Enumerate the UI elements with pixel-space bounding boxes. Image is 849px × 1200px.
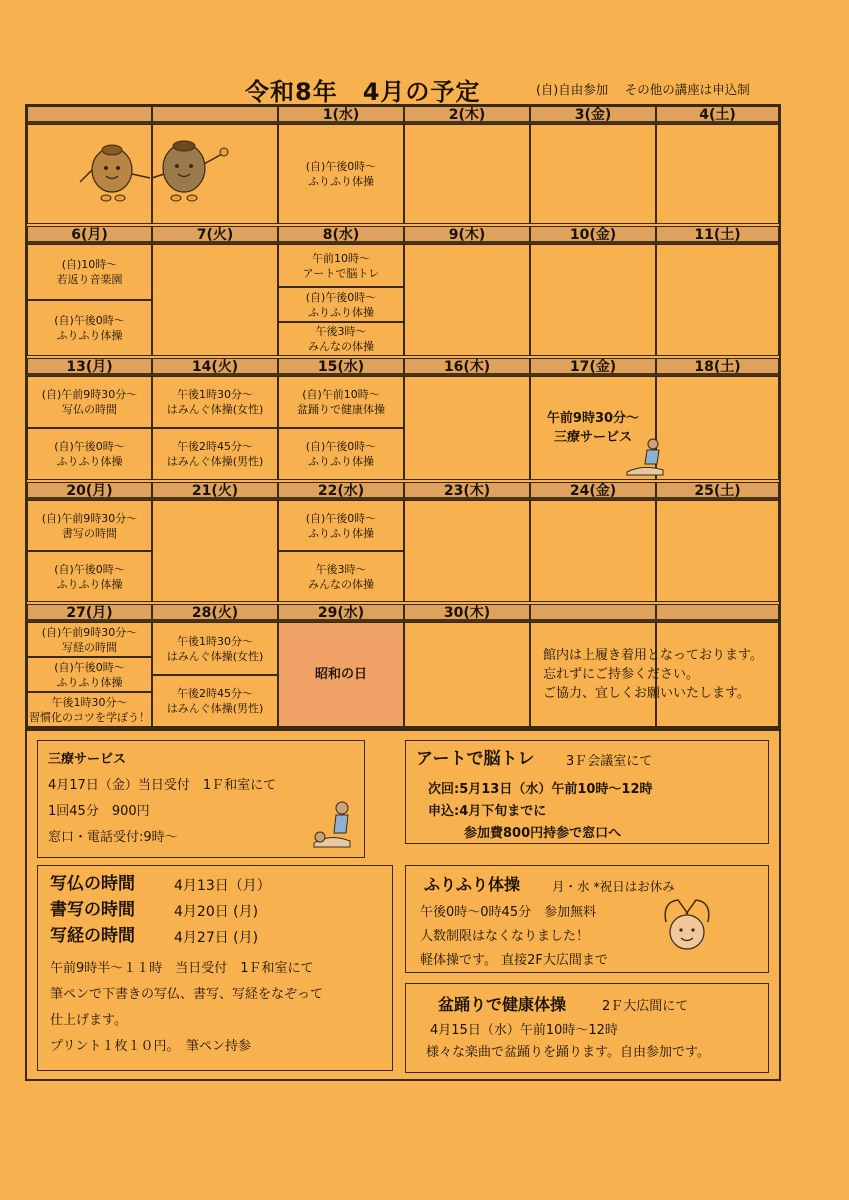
shabutsu-line: 筆ペンで下書きの写仏、書写、写経をなぞって xyxy=(50,987,324,1002)
notice-memo: 館内は上履き着用となっております。 忘れずにご持参ください。 ご協力、宜しくお願いいたします。 xyxy=(530,622,779,727)
empty-cell xyxy=(530,124,656,224)
shabutsu-line: 仕上げます。 xyxy=(50,1013,127,1028)
bon-box xyxy=(405,983,769,1073)
empty-cell xyxy=(656,376,779,480)
empty-cell xyxy=(404,244,530,356)
bon-line: 様々な楽曲で盆踊りを踊ります。自由参加です。 xyxy=(426,1045,710,1060)
art-box xyxy=(405,740,769,844)
day-header: 17(金) xyxy=(530,358,656,376)
day-header: 21(火) xyxy=(152,482,278,500)
shabutsu-date: 4月13日（月） xyxy=(174,878,271,894)
event-cell: (自)午後0時～ ふりふり体操 xyxy=(278,124,404,224)
bon-title: 盆踊りで健康体操 xyxy=(438,995,567,1014)
event-cell: 午前9時30分～ 三療サービス xyxy=(530,376,656,480)
day-header: 10(金) xyxy=(530,226,656,244)
empty-cell xyxy=(530,500,656,602)
empty-cell xyxy=(152,500,278,602)
shabutsu-line: 午前9時半～１１時 当日受付 1Ｆ和室にて xyxy=(50,961,314,976)
empty-cell xyxy=(530,244,656,356)
furi-box xyxy=(405,865,769,973)
event-cell: 午後1時30分～ はみんぐ体操(女性) xyxy=(152,622,278,675)
art-line: 参加費800円持参で窓口へ xyxy=(464,826,622,841)
event-cell: (自)午前9時30分～ 書写の時間 xyxy=(27,500,152,551)
day-header: 30(木) xyxy=(404,604,530,622)
furi-line: 軽体操です。 直接2F大広間まで xyxy=(420,953,608,968)
event-cell: (自)午後0時～ ふりふり体操 xyxy=(278,428,404,480)
furi-line: 人数制限はなくなりました！ xyxy=(420,929,590,944)
info-section xyxy=(25,729,781,1081)
page-title: 令和8年 4月の予定 xyxy=(245,78,481,106)
shakyo-date: 4月27日 (月) xyxy=(174,930,259,946)
event-cell: 午後1時30分～ はみんぐ体操(女性) xyxy=(152,376,278,428)
bon-location: 2Ｆ大広間にて xyxy=(602,999,689,1014)
shakyo-title: 写経の時間 xyxy=(50,926,135,946)
day-header: 27(月) xyxy=(27,604,152,622)
day-header: 7(火) xyxy=(152,226,278,244)
art-line: 次回:5月13日（水）午前10時～12時 xyxy=(428,782,653,797)
empty-cell xyxy=(152,244,278,356)
day-header: 16(木) xyxy=(404,358,530,376)
sanryo-line: 窓口・電話受付:9時～ xyxy=(48,830,178,845)
massage-icon xyxy=(625,436,669,476)
event-cell: (自)午後0時～ ふりふり体操 xyxy=(27,300,152,356)
art-title: アートで脳トレ xyxy=(416,749,535,769)
event-cell: 昭和の日 xyxy=(278,622,404,727)
day-header: 11(土) xyxy=(656,226,779,244)
furi-days: 月・水 *祝日はお休み xyxy=(552,879,675,894)
day-header: 18(土) xyxy=(656,358,779,376)
event-cell: 午前10時～ アートで脳トレ xyxy=(278,244,404,287)
calendar xyxy=(25,104,781,729)
header-note: (自)自由参加 その他の講座は申込制 xyxy=(536,82,750,97)
event-cell: (自)10時～ 若返り音楽園 xyxy=(27,244,152,300)
empty-cell xyxy=(656,124,779,224)
event-cell: (自)午前10時～ 盆踊りで健康体操 xyxy=(278,376,404,428)
shosha-date: 4月20日 (月) xyxy=(174,904,259,920)
event-cell: 午後3時～ みんなの体操 xyxy=(278,322,404,356)
shosha-title: 書写の時間 xyxy=(50,900,135,920)
empty-cell xyxy=(404,622,530,727)
event-cell: 午後2時45分～ はみんぐ体操(男性) xyxy=(152,675,278,727)
day-header: 9(木) xyxy=(404,226,530,244)
day-header xyxy=(656,604,779,622)
empty-cell xyxy=(404,376,530,480)
event-cell: 午後3時～ みんなの体操 xyxy=(278,551,404,602)
event-cell: (自)午後0時～ ふりふり体操 xyxy=(278,500,404,551)
event-cell: (自)午前9時30分～ 写仏の時間 xyxy=(27,376,152,428)
day-header: 3(金) xyxy=(530,106,656,124)
bon-line: 4月15日（水）午前10時～12時 xyxy=(430,1023,618,1038)
event-cell: 午後2時45分～ はみんぐ体操(男性) xyxy=(152,428,278,480)
exercise-illustration xyxy=(658,894,716,960)
day-header: 20(月) xyxy=(27,482,152,500)
event-cell: (自)午前9時30分～ 写経の時間 xyxy=(27,622,152,657)
event-cell: (自)午後0時～ ふりふり体操 xyxy=(27,551,152,602)
day-header: 8(水) xyxy=(278,226,404,244)
day-header: 22(水) xyxy=(278,482,404,500)
day-header: 4(土) xyxy=(656,106,779,124)
event-cell: (自)午後0時～ ふりふり体操 xyxy=(27,657,152,692)
day-header: 29(水) xyxy=(278,604,404,622)
event-cell: (自)午後0時～ ふりふり体操 xyxy=(278,287,404,322)
sanryo-line: 1回45分 900円 xyxy=(48,804,150,819)
empty-cell xyxy=(404,500,530,602)
day-header xyxy=(27,106,152,124)
sanryo-box xyxy=(37,740,365,858)
sanryo-title: 三療サービス xyxy=(48,752,127,767)
furi-title: ふりふり体操 xyxy=(424,875,521,894)
day-header: 14(火) xyxy=(152,358,278,376)
day-header: 15(水) xyxy=(278,358,404,376)
day-header xyxy=(530,604,656,622)
day-header: 25(土) xyxy=(656,482,779,500)
event-cell: 午後1時30分～ 習慣化のコツを学ぼう！ xyxy=(27,692,152,727)
art-line: 申込:4月下旬までに xyxy=(428,804,547,819)
day-header: 2(木) xyxy=(404,106,530,124)
empty-cell xyxy=(656,500,779,602)
massage-illustration xyxy=(310,799,358,849)
shabutsu-line: プリント１枚１０円。 筆ペン持参 xyxy=(50,1039,251,1054)
mascot-illustration xyxy=(72,134,242,212)
day-header xyxy=(152,106,278,124)
art-location: 3Ｆ会議室にて xyxy=(566,754,653,769)
empty-cell xyxy=(404,124,530,224)
day-header: 1(水) xyxy=(278,106,404,124)
shabutsu-box xyxy=(37,865,393,1071)
day-header: 23(木) xyxy=(404,482,530,500)
day-header: 28(火) xyxy=(152,604,278,622)
empty-cell xyxy=(656,244,779,356)
day-header: 13(月) xyxy=(27,358,152,376)
day-header: 6(月) xyxy=(27,226,152,244)
sanryo-line: 4月17日（金）当日受付 1Ｆ和室にて xyxy=(48,778,277,793)
event-cell: (自)午後0時～ ふりふり体操 xyxy=(27,428,152,480)
furi-line: 午後0時～0時45分 参加無料 xyxy=(420,905,597,920)
shabutsu-title: 写仏の時間 xyxy=(50,874,135,894)
day-header: 24(金) xyxy=(530,482,656,500)
